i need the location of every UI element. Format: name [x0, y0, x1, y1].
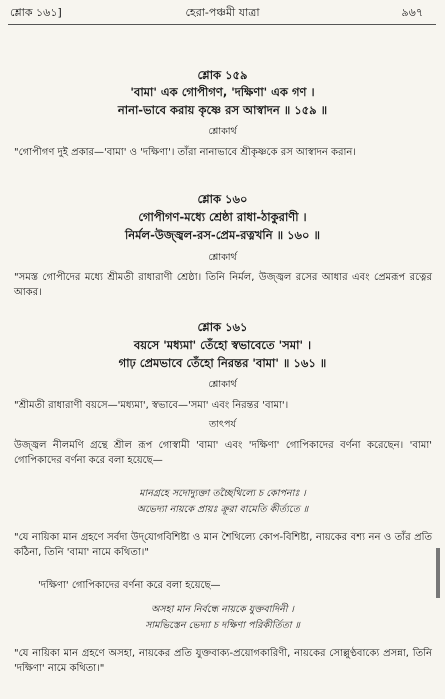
- verse-160-translation-label: শ্লোকার্থ: [208, 252, 237, 263]
- verse-159-line-1: 'বামা' এক গোপীগণ, 'দক্ষিণা' এক গণ ।: [130, 85, 315, 99]
- verse-160-line-2: নির্মল-উজ্জ্বল-রস-প্রেম-রত্নখনি ॥ ১৬০ ॥: [124, 228, 321, 242]
- page-edge-shadow: [436, 548, 440, 598]
- sanskrit-verse-1-line-1: মানগ্রহে সদোদ্যুক্তা তচ্ছৈথিল্যে চ কোপনাঃ ।: [139, 488, 306, 499]
- page-number: ৯৬৭: [401, 6, 423, 19]
- sanskrit-verse-2-line-2: সামভিস্তেন ভেদ্যা চ দক্ষিণা পরিকীর্তিতা ॥: [145, 620, 300, 631]
- running-header-verse-ref: শ্লোক ১৬১]: [10, 6, 62, 19]
- verse-159-translation: "গোপীগণ দুই প্রকার—'বামা' ও 'দক্ষিণা'। তাঁরা নানাভাবে শ্রীকৃষ্ণকে রস আস্বাদন করান।: [14, 147, 356, 158]
- verse-161-line-1: বয়সে 'মধ্যমা' তেঁহো স্বভাবেতে 'সমা' ।: [133, 338, 312, 352]
- verse-161-heading: শ্লোক ১৬১: [197, 320, 248, 334]
- verse-159-heading: শ্লোক ১৫৯: [197, 68, 248, 82]
- sanskrit-verse-1-line-2: অভেদ্যা নায়কে প্রায়ঃ ক্রূরা বামেতি কীর্ত্যতে ॥: [136, 504, 309, 515]
- purport-translation-2: "যে নায়িকা মান গ্রহণে অসহা, নায়কের প্রতি যুক্তবাক্য-প্রয়োগকারিণী, নায়কের সোল্লুণ্ঠবাক্যে প্রসন্না, তিনি 'দক্ষিণা' নামে কথিতা।": [14, 648, 432, 674]
- verse-159-line-2: নানা-ভাবে করায় কৃষ্ণে রস আস্বাদন ॥ ১৫৯ ॥: [117, 103, 328, 117]
- verse-161-translation-label: শ্লোকার্থ: [208, 379, 237, 390]
- purport-intro: উজ্জ্বল নীলমণি গ্রন্থে শ্রীল রূপ গোস্বামী 'বামা' এবং 'দক্ষিণা' গোপিকাদের বর্ণনা করেছেন। 'বামা' গোপিকাদের বর্ণনা করে বলা হয়েছে—: [14, 440, 432, 466]
- verse-160-heading: শ্লোক ১৬০: [197, 192, 248, 206]
- sanskrit-verse-2-line-1: অসহা মান নির্বন্ধে নায়কে যুক্তবাদিনী ।: [151, 604, 294, 615]
- header-rule: [8, 24, 436, 25]
- running-header-chapter-title: হেরা-পঞ্চমী যাত্রা: [185, 6, 260, 19]
- purport-label: তাৎপর্য: [209, 419, 236, 430]
- verse-161-line-2: গাঢ় প্রেমভাবে তেঁহো নিরন্তর 'বামা' ॥ ১৬১ ॥: [118, 356, 327, 370]
- purport-dakshina-intro: 'দক্ষিণা' গোপিকাদের বর্ণনা করে বলা হয়েছে—: [38, 580, 221, 591]
- verse-160-line-1: গোপীগণ-মধ্যে শ্রেষ্ঠা রাধা-ঠাকুরাণী ।: [138, 210, 307, 224]
- verse-160-translation: "সমস্ত গোপীদের মধ্যে শ্রীমতী রাধারাণী শ্রেষ্ঠা। তিনি নির্মল, উজ্জ্বল রসের আধার এবং প্রেমরূপ রত্নের আকর।: [14, 272, 432, 298]
- verse-159-translation-label: শ্লোকার্থ: [208, 126, 237, 137]
- verse-161-translation: "শ্রীমতী রাধারাণী বয়সে—'মধ্যমা', স্বভাবে—'সমা' এবং নিরন্তর 'বামা'।: [14, 400, 289, 411]
- purport-translation-1: "যে নায়িকা মান গ্রহণে সর্বদা উদ্‌যোগবিশিষ্টা ও মান শৈথিল্যে কোপ-বিশিষ্টা, নায়কের বশ্য নন ও তাঁর প্রতি কঠিনা, তিনি 'বামা' নামে কথিতা।": [14, 532, 433, 558]
